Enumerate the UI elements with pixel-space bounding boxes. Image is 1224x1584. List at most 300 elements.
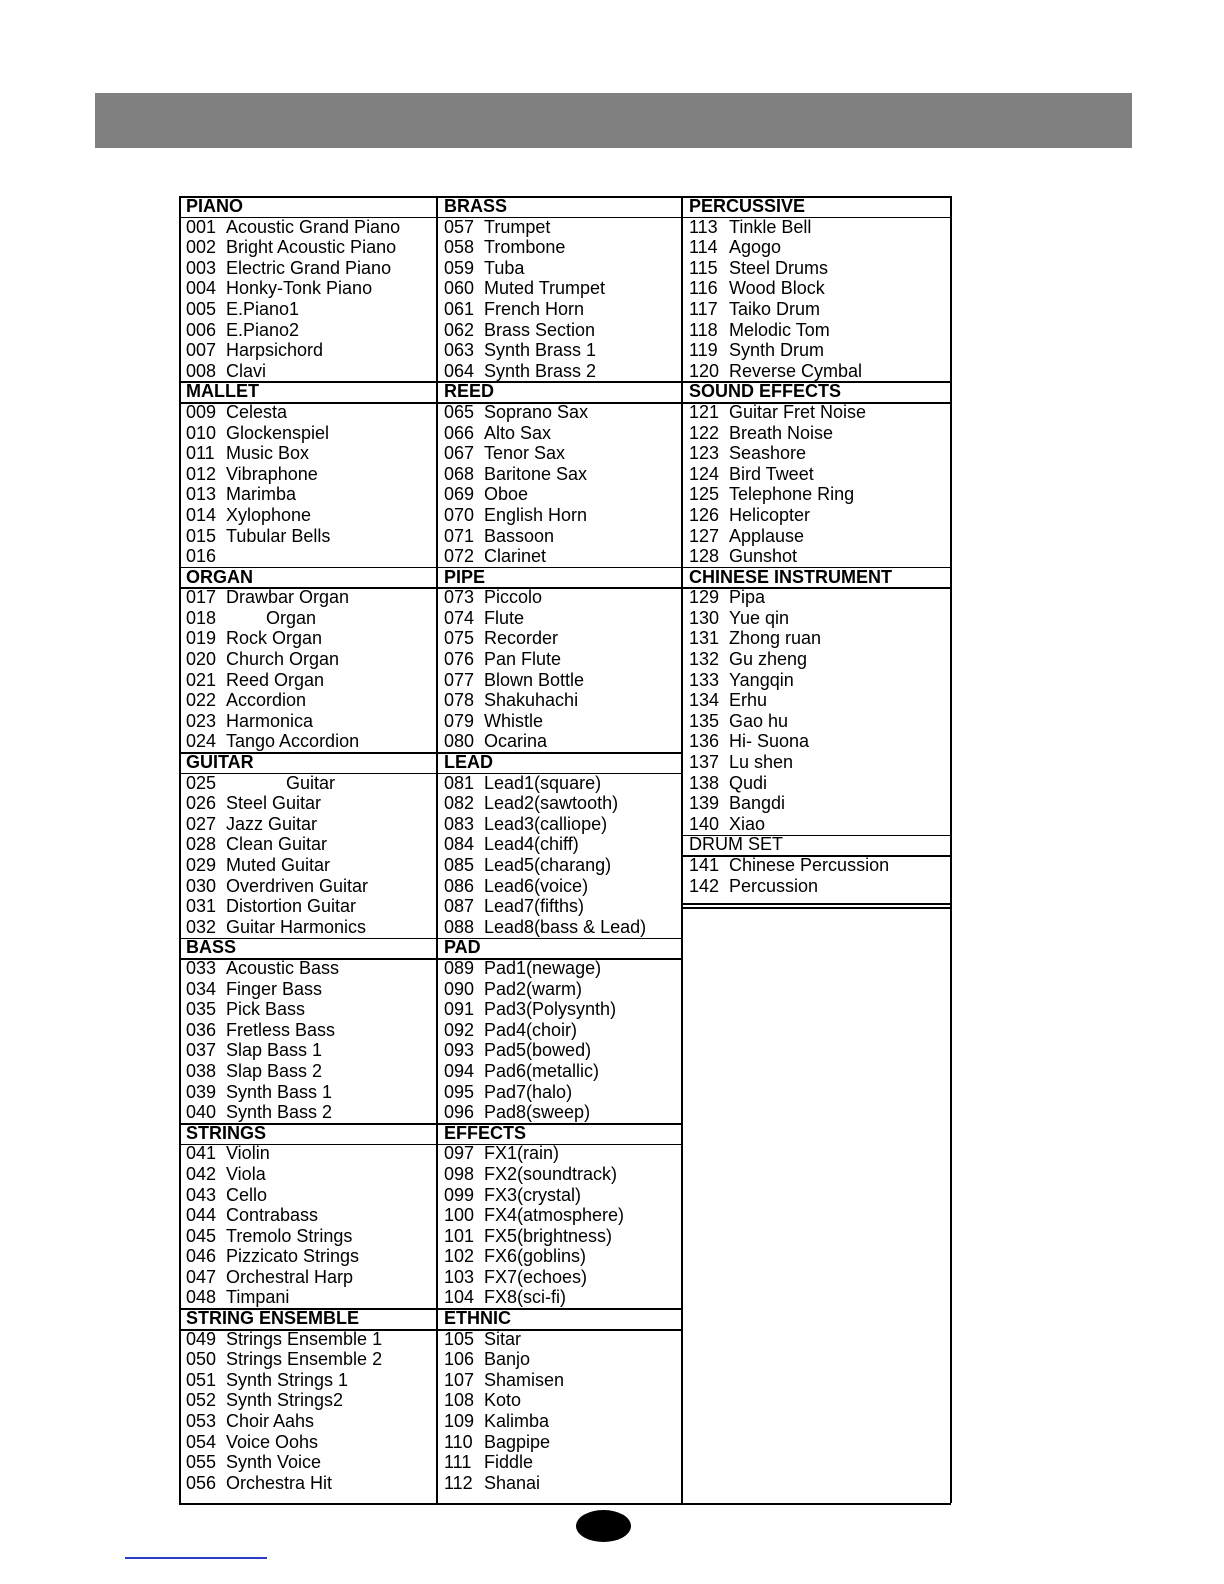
voice-number: 031: [186, 896, 217, 917]
voice-name: FX2(soundtrack): [484, 1163, 618, 1184]
section-header: MALLET: [186, 381, 259, 402]
voice-item: [180, 546, 438, 567]
voice-item: [180, 834, 438, 855]
voice-number: 021: [186, 669, 217, 690]
voice-item: [438, 999, 683, 1020]
voice-number: 058: [444, 237, 475, 258]
voice-number: 036: [186, 1019, 217, 1040]
voice-name: Agogo: [729, 237, 782, 258]
voice-number: 133: [689, 669, 720, 690]
section-mallet: [180, 381, 438, 566]
voice-item: [438, 1329, 683, 1350]
voice-number: 033: [186, 957, 217, 978]
voice-item: [438, 587, 683, 608]
voice-number: 037: [186, 1040, 217, 1061]
voice-number: 126: [689, 504, 720, 525]
voice-name: Clean Guitar: [226, 834, 328, 855]
section-percussive: [683, 196, 952, 381]
voice-item: [438, 711, 683, 732]
voice-number: 027: [186, 813, 217, 834]
voice-item: [683, 505, 952, 526]
voice-name: Church Organ: [226, 649, 340, 670]
voice-name: Strings Ensemble 2: [226, 1349, 383, 1370]
voice-item: [683, 423, 952, 444]
voice-name: Yue qin: [729, 607, 790, 628]
voice-item: [438, 628, 683, 649]
voice-number: 053: [186, 1411, 217, 1432]
voice-number: 020: [186, 649, 217, 670]
voice-name: Pad4(choir): [484, 1019, 578, 1040]
voice-item: [683, 649, 952, 670]
voice-name: Brass Section: [484, 319, 596, 340]
voice-number: 069: [444, 484, 475, 505]
voice-name: Pad1(newage): [484, 957, 602, 978]
voice-number: 056: [186, 1472, 217, 1493]
voice-item: [438, 299, 683, 320]
voice-item: [438, 1102, 683, 1123]
voice-item: [180, 1061, 438, 1082]
voice-item: [438, 1205, 683, 1226]
voice-number: 023: [186, 710, 217, 731]
voice-item: [683, 258, 952, 279]
voice-name: Synth Drum: [729, 340, 825, 361]
voice-name: Contrabass: [226, 1205, 319, 1226]
voice-name: Overdriven Guitar: [226, 875, 369, 896]
voice-name: Blown Bottle: [484, 669, 585, 690]
voice-name: Harmonica: [226, 710, 314, 731]
voice-item: [683, 546, 952, 567]
voice-number: 120: [689, 360, 720, 381]
voice-name: Vibraphone: [226, 463, 318, 484]
voice-item: [180, 670, 438, 691]
voice-item: [180, 1040, 438, 1061]
voice-number: 104: [444, 1287, 475, 1308]
voice-item: [180, 1082, 438, 1103]
voice-name: Strings Ensemble 1: [226, 1328, 383, 1349]
voice-number: 142: [689, 875, 720, 896]
voice-name: Harpsichord: [226, 340, 324, 361]
section-effects: [438, 1123, 683, 1308]
voice-number: 013: [186, 484, 217, 505]
voice-name: French Horn: [484, 298, 585, 319]
voice-item: [180, 1164, 438, 1185]
voice-number: 041: [186, 1143, 217, 1164]
section-pad: [438, 937, 683, 1122]
voice-name: Pad3(Polysynth): [484, 999, 617, 1020]
voice-number: 050: [186, 1349, 217, 1370]
voice-item: [180, 979, 438, 1000]
voice-number: 061: [444, 298, 475, 319]
voice-item: [180, 917, 438, 938]
voice-item: [438, 917, 683, 938]
voice-number: 119: [689, 340, 718, 361]
voice-name: FX6(goblins): [484, 1246, 587, 1267]
voice-name: Erhu: [729, 690, 768, 711]
voice-name: E.Piano2: [226, 319, 300, 340]
voice-name: FX8(sci-fi): [484, 1287, 566, 1308]
voice-number: 135: [689, 710, 720, 731]
voice-number: 010: [186, 422, 217, 443]
voice-item: [438, 814, 683, 835]
voice-name: Shanai: [484, 1472, 541, 1493]
voice-name: Orchestra Hit: [226, 1472, 333, 1493]
voice-item: [683, 443, 952, 464]
voice-number: 049: [186, 1328, 217, 1349]
voice-name: Shamisen: [484, 1369, 565, 1390]
voice-item: [683, 855, 952, 876]
voice-number: 118: [689, 319, 718, 340]
voice-name: Pad2(warm): [484, 978, 583, 999]
voice-number: 060: [444, 278, 475, 299]
voice-name: Tuba: [484, 257, 525, 278]
voice-name: Gu zheng: [729, 649, 808, 670]
voice-name: Lead2(sawtooth): [484, 793, 619, 814]
voice-number: 015: [186, 525, 217, 546]
section-reed: [438, 381, 683, 566]
voice-name: Lead8(bass & Lead): [484, 916, 647, 937]
voice-item: [180, 340, 438, 361]
section-header: PAD: [444, 937, 481, 958]
voice-item: [438, 1411, 683, 1432]
voice-name: Guitar Fret Noise: [729, 401, 867, 422]
voice-item: [180, 628, 438, 649]
voice-number: 116: [689, 278, 718, 299]
voice-item: [438, 1432, 683, 1453]
voice-item: [180, 1246, 438, 1267]
voice-number: 123: [689, 443, 720, 464]
section-pipe: [438, 567, 683, 752]
voice-number: 086: [444, 875, 475, 896]
voice-name: Alto Sax: [484, 422, 552, 443]
voice-item: [683, 587, 952, 608]
table-rule: [179, 196, 181, 1503]
voice-name: Lead6(voice): [484, 875, 589, 896]
voice-item: [180, 1287, 438, 1308]
voice-name: Acoustic Bass: [226, 957, 340, 978]
voice-item: [438, 1226, 683, 1247]
voice-number: 014: [186, 504, 217, 525]
voice-name: Synth Bass 1: [226, 1081, 333, 1102]
voice-name: E.Piano1: [226, 298, 300, 319]
voice-name: Soprano Sax: [484, 401, 589, 422]
table-rule: [681, 196, 683, 1503]
voice-number: 044: [186, 1205, 217, 1226]
voice-name: Steel Drums: [729, 257, 829, 278]
voice-item: [438, 1164, 683, 1185]
voice-item: [683, 793, 952, 814]
voice-name: Sitar: [484, 1328, 522, 1349]
voice-name: Pizzicato Strings: [226, 1246, 360, 1267]
voice-name: Lead1(square): [484, 772, 602, 793]
voice-item: [438, 958, 683, 979]
voice-name: Pick Bass: [226, 999, 306, 1020]
voice-number: 083: [444, 813, 475, 834]
voice-name: Trombone: [484, 237, 566, 258]
voice-number: 090: [444, 978, 475, 999]
voice-number: 070: [444, 504, 475, 525]
voice-number: 085: [444, 855, 475, 875]
voice-item: [438, 876, 683, 897]
voice-item: [180, 731, 438, 752]
voice-name: Percussion: [729, 875, 819, 896]
section-header: ORGAN: [186, 566, 253, 587]
voice-item: [180, 217, 438, 238]
voice-number: 046: [186, 1246, 217, 1267]
voice-item: [683, 320, 952, 341]
voice-item: [180, 1473, 438, 1494]
voice-number: 026: [186, 793, 217, 814]
voice-number: 134: [689, 690, 720, 711]
voice-item: [180, 876, 438, 897]
voice-item: [683, 752, 952, 773]
voice-number: 008: [186, 360, 217, 381]
voice-item: [438, 217, 683, 238]
voice-item: [180, 1390, 438, 1411]
voice-name: Oboe: [484, 484, 529, 505]
voice-item: [438, 1143, 683, 1164]
voice-item: [180, 1102, 438, 1123]
section-string-ensemble: [180, 1308, 438, 1493]
voice-number: 099: [444, 1184, 475, 1205]
voice-name: Slap Bass 1: [226, 1040, 323, 1061]
voice-number: 035: [186, 999, 217, 1020]
voice-item: [438, 649, 683, 670]
voice-item: [438, 690, 683, 711]
voice-name: Kalimba: [484, 1411, 550, 1432]
voice-number: 140: [689, 813, 720, 834]
voice-name: Bagpipe: [484, 1431, 551, 1452]
voice-name: Recorder: [484, 628, 559, 649]
section-header: DRUM SET: [689, 834, 783, 855]
section-header: GUITAR: [186, 752, 254, 773]
voice-name: Trumpet: [484, 216, 551, 237]
voice-item: [683, 773, 952, 794]
voice-name: Xylophone: [226, 504, 312, 525]
voice-name: Cello: [226, 1184, 268, 1205]
section-ethnic: [438, 1308, 683, 1493]
voice-name: Glockenspiel: [226, 422, 330, 443]
voice-item: [180, 402, 438, 423]
voice-item: [180, 1205, 438, 1226]
voice-number: 064: [444, 360, 475, 381]
voice-item: [180, 320, 438, 341]
voice-item: [683, 402, 952, 423]
voice-item: [180, 793, 438, 814]
voice-item: [438, 670, 683, 691]
voice-item: [438, 505, 683, 526]
voice-item: [438, 608, 683, 629]
voice-number: 045: [186, 1225, 217, 1246]
voice-item: [683, 464, 952, 485]
voice-name: Applause: [729, 525, 805, 546]
table-rule: [436, 196, 438, 1503]
voice-name: Bird Tweet: [729, 463, 814, 484]
voice-number: 068: [444, 463, 475, 484]
voice-name: Synth Brass 2: [484, 360, 597, 381]
voice-name: Reed Organ: [226, 669, 325, 690]
voice-name: Organ: [226, 607, 317, 628]
voice-item: [438, 258, 683, 279]
voice-name: Viola: [226, 1163, 266, 1184]
voice-name: Marimba: [226, 484, 297, 505]
voice-name: Bright Acoustic Piano: [226, 237, 397, 258]
voice-name: English Horn: [484, 504, 588, 525]
voice-name: Ocarina: [484, 731, 548, 752]
voice-item: [180, 1143, 438, 1164]
voice-name: FX3(crystal): [484, 1184, 582, 1205]
section-sound-effects: [683, 381, 952, 566]
voice-number: 105: [444, 1328, 475, 1349]
voice-number: 096: [444, 1102, 475, 1123]
voice-item: [180, 814, 438, 835]
voice-item: [180, 896, 438, 917]
voice-item: [438, 979, 683, 1000]
voice-item: [683, 814, 952, 835]
voice-number: 092: [444, 1019, 475, 1040]
voice-number: 019: [186, 628, 217, 649]
voice-item: [180, 443, 438, 464]
voice-item: [180, 999, 438, 1020]
section-header: PERCUSSIVE: [689, 196, 806, 216]
voice-number: 093: [444, 1040, 475, 1061]
voice-name: Distortion Guitar: [226, 896, 357, 917]
voice-item: [683, 484, 952, 505]
section-guitar: [180, 752, 438, 937]
voice-item: [180, 1185, 438, 1206]
section-header: PIPE: [444, 566, 486, 587]
voice-number: 059: [444, 257, 475, 278]
voice-name: Celesta: [226, 401, 288, 422]
voice-name: Voice Oohs: [226, 1431, 319, 1452]
voice-number: 106: [444, 1349, 475, 1370]
voice-name: Taiko Drum: [729, 298, 821, 319]
voice-item: [438, 1082, 683, 1103]
voice-item: [683, 711, 952, 732]
voice-item: [683, 278, 952, 299]
voice-name: Pad8(sweep): [484, 1102, 591, 1123]
voice-number: 138: [689, 772, 720, 793]
voice-number: 002: [186, 237, 217, 258]
section-header: ETHNIC: [444, 1308, 511, 1329]
voice-number: 006: [186, 319, 217, 340]
voice-name: Fiddle: [484, 1452, 534, 1473]
voice-number: 130: [689, 607, 720, 628]
voice-number: 011: [186, 443, 215, 464]
voice-item: [180, 237, 438, 258]
voice-item: [180, 958, 438, 979]
voice-item: [180, 278, 438, 299]
voice-number: 025: [186, 772, 217, 793]
voice-item: [683, 237, 952, 258]
voice-item: [438, 834, 683, 855]
section-header: BASS: [186, 937, 237, 958]
header-bar: [95, 93, 1132, 148]
voice-number: 089: [444, 957, 475, 978]
section-header: BRASS: [444, 196, 508, 216]
voice-number: 062: [444, 319, 475, 340]
voice-name: Hi- Suona: [729, 731, 810, 752]
voice-number: 103: [444, 1266, 475, 1287]
table-rule: [682, 907, 951, 909]
voice-number: 137: [689, 752, 720, 773]
voice-item: [438, 1473, 683, 1494]
voice-item: [180, 1226, 438, 1247]
voice-name: Qudi: [729, 772, 768, 793]
voice-item: [180, 649, 438, 670]
voice-number: 082: [444, 793, 475, 814]
voice-number: 098: [444, 1163, 475, 1184]
section-header: STRINGS: [186, 1122, 267, 1143]
page-number-badge: [576, 1510, 631, 1542]
voice-name: Electric Grand Piano: [226, 257, 392, 278]
voice-number: 108: [444, 1390, 475, 1411]
voice-item: [180, 1329, 438, 1350]
voice-name: Koto: [484, 1390, 522, 1411]
voice-name: Synth Bass 2: [226, 1102, 333, 1123]
voice-number: 139: [689, 793, 720, 814]
voice-item: [683, 340, 952, 361]
voice-item: [438, 1267, 683, 1288]
table-rule: [682, 903, 951, 905]
section-header: REED: [444, 381, 495, 402]
voice-item: [438, 484, 683, 505]
voice-item: [438, 423, 683, 444]
voice-item: [683, 670, 952, 691]
voice-name: Pipa: [729, 587, 766, 608]
voice-number: 100: [444, 1205, 475, 1226]
voice-name: Bassoon: [484, 525, 555, 546]
voice-item: [683, 731, 952, 752]
voice-item: [438, 443, 683, 464]
voice-number: 005: [186, 298, 217, 319]
voice-number: 081: [444, 772, 475, 793]
voice-name: Tremolo Strings: [226, 1225, 353, 1246]
voice-name: FX5(brightness): [484, 1225, 613, 1246]
voice-number: 054: [186, 1431, 217, 1452]
voice-item: [438, 546, 683, 567]
voice-name: Whistle: [484, 710, 544, 731]
voice-number: 079: [444, 710, 475, 731]
section-brass: [438, 196, 683, 381]
section-lead: [438, 752, 683, 937]
voice-item: [180, 464, 438, 485]
voice-number: 047: [186, 1266, 217, 1287]
voice-item: [683, 628, 952, 649]
voice-item: [180, 1267, 438, 1288]
voice-name: Synth Brass 1: [484, 340, 597, 361]
voice-name: Violin: [226, 1143, 270, 1164]
voice-name: Zhong ruan: [729, 628, 822, 649]
voice-item: [438, 1185, 683, 1206]
voice-name: Synth Voice: [226, 1452, 322, 1473]
voice-number: 087: [444, 896, 475, 917]
voice-item: [438, 1246, 683, 1267]
section-header: SOUND EFFECTS: [689, 381, 842, 402]
voice-name: Baritone Sax: [484, 463, 588, 484]
voice-name: Clarinet: [484, 546, 547, 567]
voice-number: 136: [689, 731, 720, 752]
column-2: [438, 196, 683, 1493]
voice-item: [180, 1411, 438, 1432]
voice-number: 042: [186, 1163, 217, 1184]
voice-name: Rock Organ: [226, 628, 323, 649]
voice-number: 124: [689, 463, 720, 484]
voice-number: 048: [186, 1287, 217, 1308]
voice-item: [438, 1287, 683, 1308]
voice-number: 131: [689, 628, 720, 649]
voice-item: [180, 258, 438, 279]
voice-item: [683, 299, 952, 320]
